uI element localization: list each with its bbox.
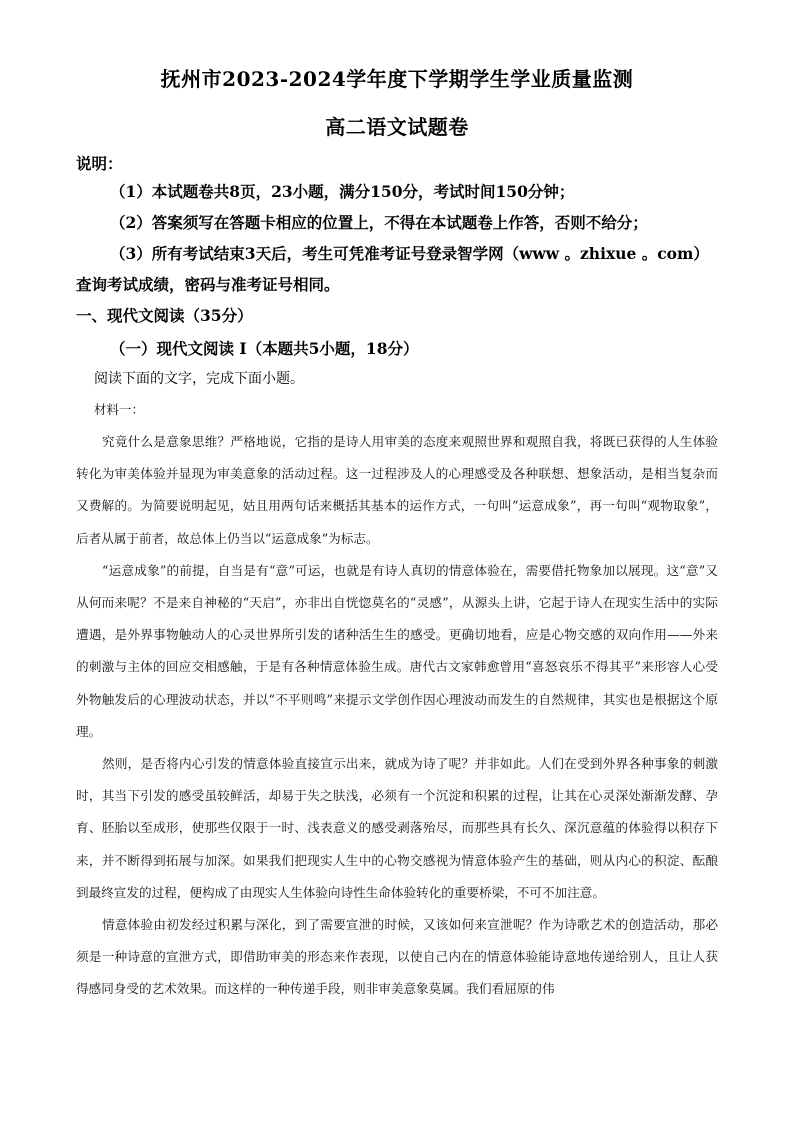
passage-paragraph: 然则，是否将内心引发的情意体验直接宣示出来，就成为诗了呢？并非如此。人们在受到外界各种事象的刺激时，其当下引发的感受虽较鲜活，却易于失之肤浅，必须有一个沉淀和积累的过程，让其在心灵深处渐渐发酵、孕育、胚胎以至成形，使那些仅限于一时、浅表意义的感受剥落殆尽，而那些具有长久、深沉意蕴的体验得以积存下来，并不断得到拓展与加深。如果我们把现实人生中的心物交感视为情意体验产生的基础，则从内心的积淀、酝酿到最终宣发的过程，便构成了由现实人生体验向诗性生命体验转化的重要桥梁，不可不加注意。 [76,756,718,900]
subsection-title: （一）现代文阅读 I（本题共5小题，18分） [110,339,419,358]
passage-paragraph: 情意体验由初发经过积累与深化，到了需要宣泄的时候，又该如何来宣泄呢？作为诗歌艺术的创造活动，那必须是一种诗意的宣泄方式，即借助审美的形态来作表现，以使自己内在的情意体验能诗意地传递给别人，且让人获得感同身受的艺术效果。而这样的一种传递手段，则非审美意象莫属。我们看屈原的伟 [76,917,718,997]
instruction-item-1: （1）本试题卷共8页，23小题，满分150分，考试时间150分钟； [110,182,575,201]
instructions-heading: 说明： [76,154,123,173]
passage-paragraph: “运意成象”的前提，自当是有“意”可运，也就是有诗人真切的情意体验在，需要借托物象加以展现。这“意”又从何而来呢？不是来自神秘的“天启”，亦非出自恍惚莫名的“灵感”，从源头上讲，它起于诗人在现实生活中的实际遭遇，是外界事物触动人的心灵世界所引发的诸种活生生的感受。更确切地看，应是心物交感的双向作用——外来的刺激与主体的回应交相感触，于是有各种情意体验生成。唐代古文家韩愈曾用“喜怒哀乐不得其平”来形容人心受外物触发后的心理波动状态，并以“不平则鸣”来提示文学创作因心理波动而发生的自然规律，其实也是根据这个原理。 [76,562,718,739]
reading-directive: 阅读下面的文字，完成下面小题。 [94,371,304,387]
instruction-item-2: （2）答案须写在答题卡相应的位置上，不得在本试题卷上作答，否则不给分； [110,213,648,232]
instructions-block [76,152,718,300]
section-title: 一、现代文阅读（35分） [76,306,253,325]
exam-title: 抚州市2023-2024学年度下学期学生学业质量监测 [160,67,634,91]
instruction-item-3: （3）所有考试结束3天后，考生可凭准考证号登录智学网（www 。zhixue 。com）查询考试成绩，密码与准考证号相同。 [76,244,709,294]
passage-paragraph: 究竟什么是意象思维？严格地说，它指的是诗人用审美的态度来观照世界和观照自我，将既已获得的人生体验转化为审美体验并显现为审美意象的活动过程。这一过程涉及人的心理感受及各种联想、想象活动，是相当复杂而又费解的。为简要说明起见，姑且用两句话来概括其基本的运作方式，一句叫“运意成象”，再一句叫“观物取象”，后者从属于前者，故总体上仍当以“运意成象”为标志。 [76,434,718,546]
exam-subtitle: 高二语文试题卷 [325,115,469,139]
material-label: 材料一： [94,402,145,417]
reading-passage [76,426,718,1006]
